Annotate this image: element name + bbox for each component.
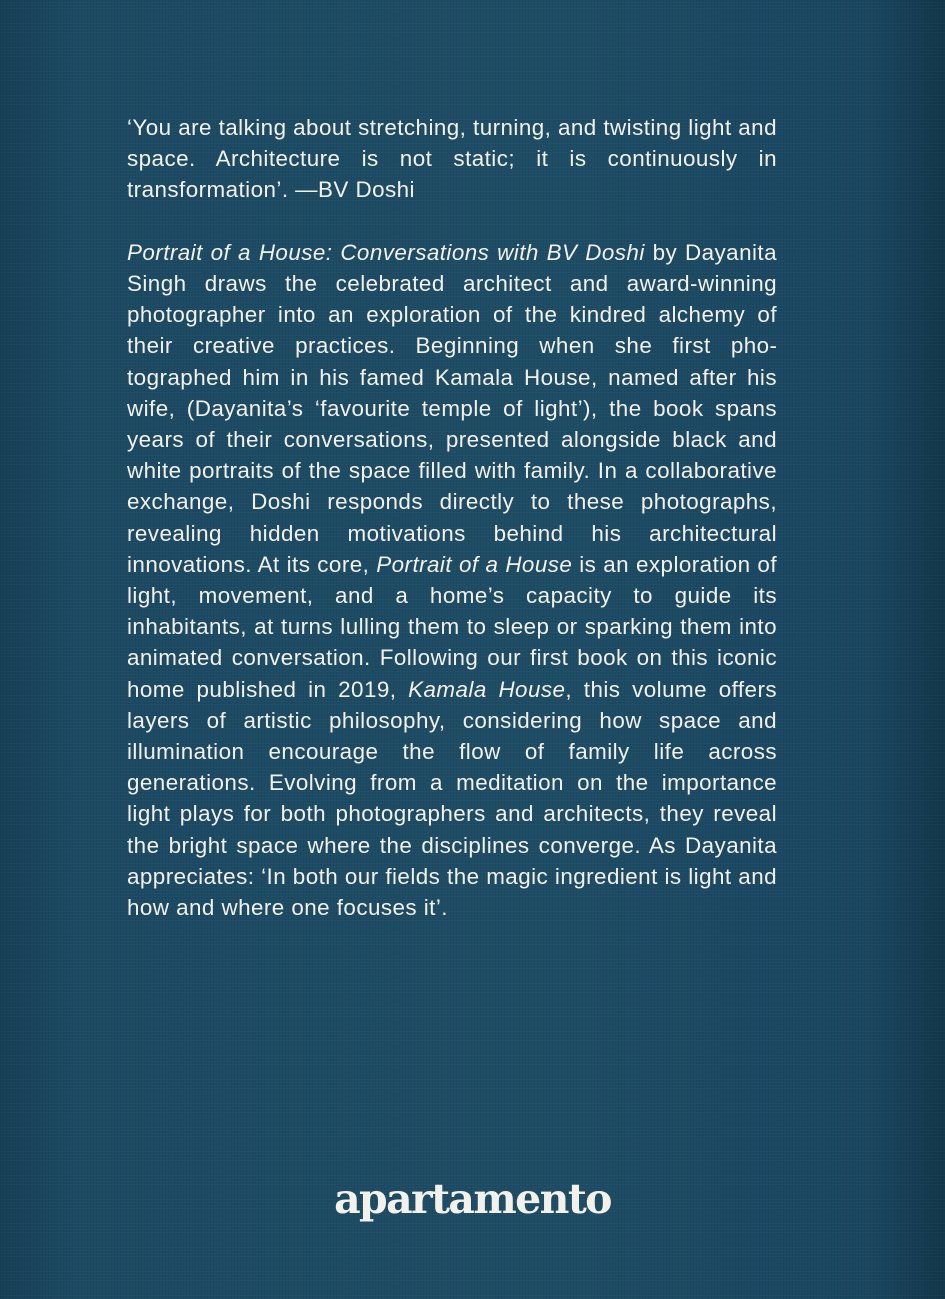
quote-attribution: —BV Doshi: [288, 177, 415, 203]
book-description: [127, 237, 777, 923]
book-title: Portrait of a House: Conversations with BV Doshi: [127, 239, 645, 265]
description-part-3: , this volume offers layers of artistic philosophy, considering how space and illumination encourage the flow of family life across generations. Evolving from a meditation on the importance light plays for both photographers and architects, they reveal the bright space where the disciplines converge. As Dayanita appreciates: ‘In both our fields the magic ingredient is light and how and where one focuses it’.: [127, 676, 778, 921]
quote-text: ‘You are talking about stretching, turning, and twisting light and space. Architecture is not static; it is continuously in transformation’.: [127, 115, 777, 203]
previous-book-title: Kamala House: [408, 676, 566, 702]
description-part-2: is an exploration of light, movement, and a home’s capacity to guide its inhabitants, at turns lulling them to sleep or sparking them into animated conversation. Following our first book on this iconic home published in 2019,: [127, 551, 777, 702]
book-short-title: Portrait of a House: [376, 551, 573, 577]
blurb-text: [127, 112, 777, 923]
epigraph-quote: [127, 112, 777, 206]
publisher-logo: apartamento: [334, 1175, 611, 1223]
description-part-1: by Dayanita Singh draws the celebrated architect and award-winning photographer into an exploration of the kindred alchemy of their creative practices. Beginning when she first photographed him in his famed Kamala House, named after his wife, (Dayanita’s ‘favourite temple of light’), the book spans years of their conversations, presented alongside black and white portraits of the space filled with family. In a collaborative exchange, Doshi responds directly to these photographs, revealing hidden motivations behind his architectural innovations. At its core,: [127, 239, 777, 577]
